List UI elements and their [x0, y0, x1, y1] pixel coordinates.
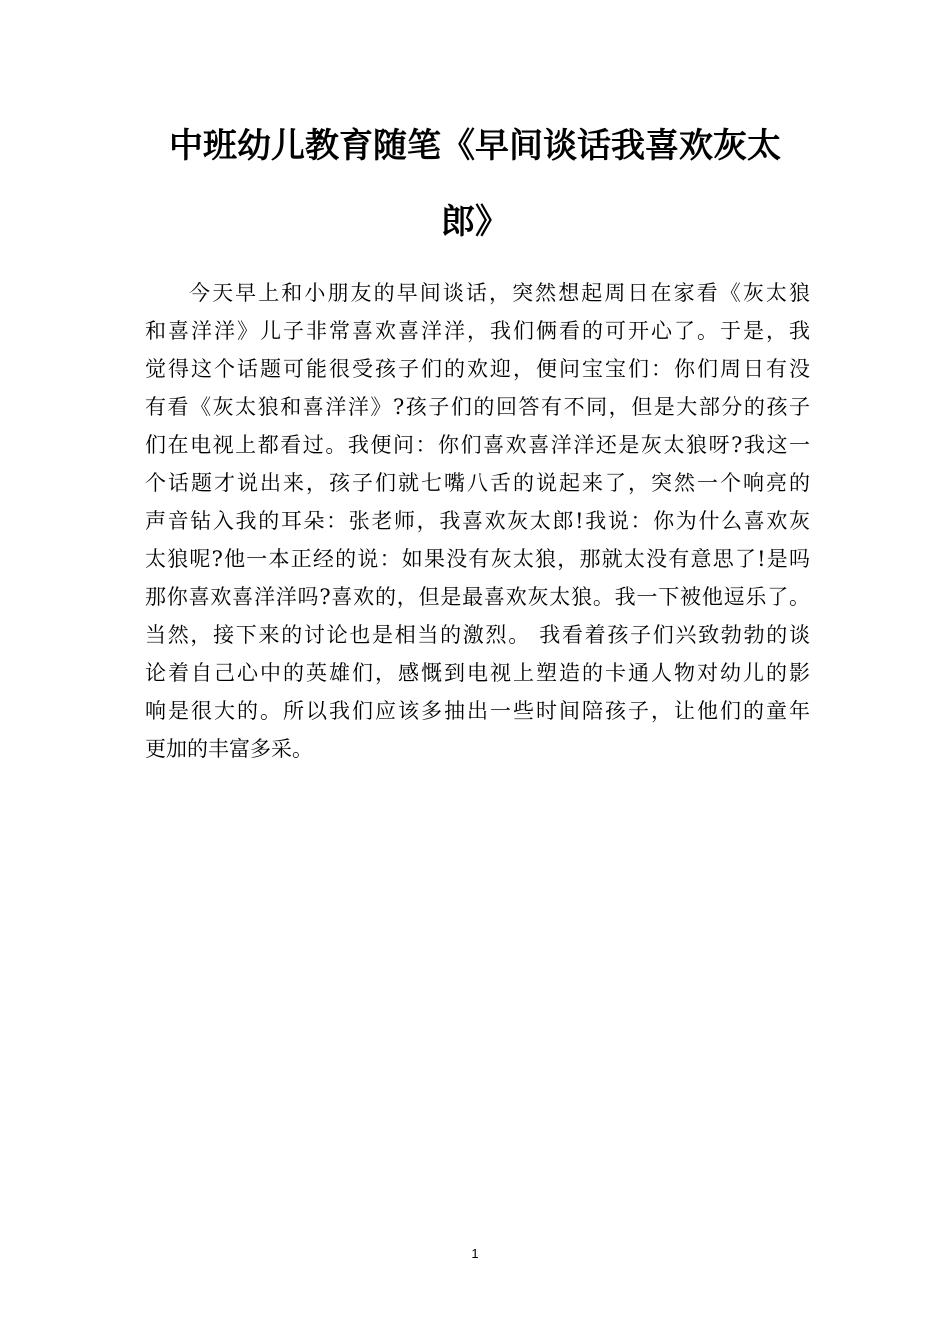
body-line: 当然，接下来的讨论也是相当的激烈。 我看着孩子们兴致勃勃的谈: [145, 623, 810, 647]
body-line: 响是很大的。所以我们应该多抽出一些时间陪孩子，让他们的童年: [145, 699, 810, 723]
body-line: 和喜洋洋》儿子非常喜欢喜洋洋，我们俩看的可开心了。于是，我: [145, 319, 810, 343]
document-title-line-2: 郎》: [441, 202, 509, 242]
body-line: 们在电视上都看过。我便问：你们喜欢喜洋洋还是灰太狼呀?我这一: [145, 433, 810, 457]
body-line: 个话题才说出来，孩子们就七嘴八舌的说起来了，突然一个响亮的: [145, 471, 810, 495]
body-line: 太狼呢?他一本正经的说：如果没有灰太狼，那就太没有意思了!是吗: [145, 547, 810, 571]
page-number: 1: [471, 1246, 479, 1261]
document-title-line-1: 中班幼儿教育随笔《早间谈话我喜欢灰太: [169, 126, 781, 166]
body-line: 更加的丰富多采。: [145, 737, 313, 761]
document-body: [145, 274, 810, 768]
body-line: 声音钻入我的耳朵：张老师，我喜欢灰太郎!我说：你为什么喜欢灰: [145, 509, 810, 533]
body-line: 觉得这个话题可能很受孩子们的欢迎，便问宝宝们：你们周日有没: [145, 357, 810, 381]
body-line: 有看《灰太狼和喜洋洋》?孩子们的回答有不同，但是大部分的孩子: [145, 395, 810, 419]
body-line: 今天早上和小朋友的早间谈话，突然想起周日在家看《灰太狼: [189, 281, 810, 305]
body-line: 论着自己心中的英雄们，感慨到电视上塑造的卡通人物对幼儿的影: [145, 661, 810, 685]
body-line: 那你喜欢喜洋洋吗?喜欢的，但是最喜欢灰太狼。我一下被他逗乐了。: [145, 585, 810, 609]
